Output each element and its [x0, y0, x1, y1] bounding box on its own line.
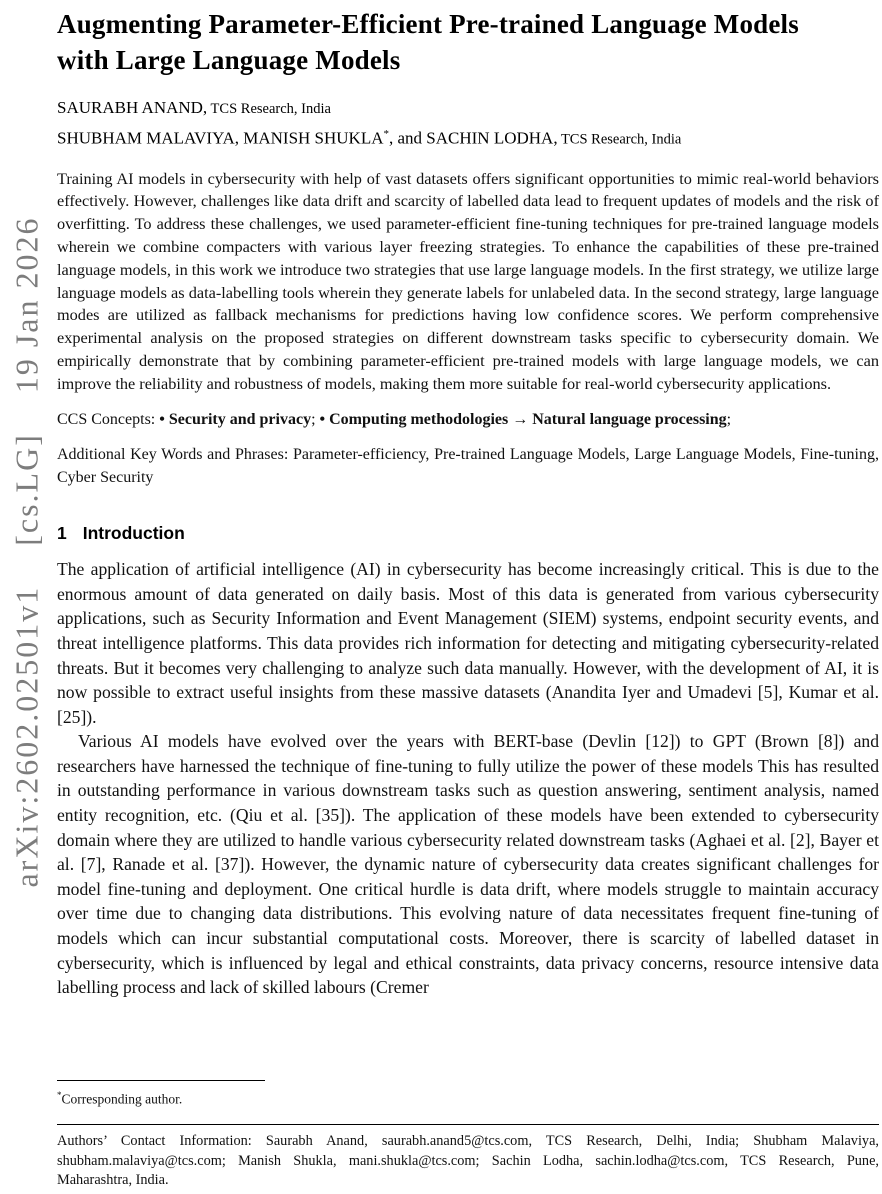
ccs-concept: Security and privacy — [168, 410, 312, 428]
intro-paragraph-1: The application of artificial intelligence (AI) in cybersecurity has become increasingly critical. This is due to the enormous amount of data generated on daily basis. Most of this data is generated from various cybersecurity applications, such as Security Information and Event Management (SIEM) systems, endpoint security events, and threat intelligence platforms. This data provides rich information for detecting and mitigating cybersecurity-related threats. But it becomes very challenging to analyze such data manually. However, with the development of AI, it is now possible to extract useful insights from these massive datasets (Anandita Iyer and Umadevi [5], Kumar et al. [25]). — [57, 559, 879, 727]
keywords-line — [57, 443, 879, 489]
arxiv-id-text: arXiv:2602.02501v1 — [8, 585, 45, 888]
corresponding-author-asterisk: * — [383, 128, 389, 140]
ccs-concepts-line — [57, 409, 879, 432]
author-names: SAURABH ANAND, — [57, 98, 208, 117]
contact-divider — [57, 1124, 879, 1125]
section-heading-introduction — [57, 523, 879, 544]
section-title: Introduction — [82, 523, 185, 544]
footnote-block — [57, 1080, 879, 1109]
footnote-divider — [57, 1080, 265, 1081]
ccs-bullet: • — [159, 410, 169, 428]
intro-paragraph-2: Various AI models have evolved over the years with BERT-base (Devlin [12]) to GPT (Brown [8]) and researchers have harnessed the technique of fine-tuning to fully utilize the power of these models This has resulted in outstanding performance in various downstream tasks such as question answering, sentiment analysis, named entity recognition, etc. (Qiu et al. [35]). The application of these models have been extended to cybersecurity domain where they are utilized to handle various cybersecurity related downstream tasks (Aghaei et al. [2], Bayer et al. [7], Ranade et al. [37]). However, the dynamic nature of cybersecurity data creates significant challenges for model fine-tuning and deployment. One critical hurdle is data drift, where models struggle to maintain accuracy over time due to changing data distributions. This evolving nature of data necessitates frequent fine-tuning of models which can incur substantial computational costs. Moreover, there is scarcity of labelled dataset in cybersecurity, which is influenced by legal and ethical constraints, data privacy concerns, resource intensive data labelling process and lack of skilled labours (Cremer — [57, 731, 879, 998]
author-affiliation: TCS Research, India — [557, 131, 682, 148]
author-names: , and SACHIN LODHA, — [389, 128, 558, 148]
footnote-marker: * — [57, 1090, 62, 1100]
author-line-1 — [57, 95, 879, 122]
arxiv-date-text: 19 Jan 2026 — [8, 216, 45, 394]
arxiv-stamp — [9, 216, 46, 887]
contact-info: Authors’ Contact Information: Saurabh Anand, saurabh.anand5@tcs.com, TCS Research, Delhi, India; Shubham Malaviya, shubham.malaviya@tcs.com; Manish Shukla, mani.shukla@tcs.com; Sachin Lodha, sachin.lodha@tcs.com, TCS Research, Pune, Maharashtra, India. — [57, 1133, 879, 1188]
keywords-text: Parameter-efficiency, Pre-trained Language Models, Large Language Models, Fine-tuning, Cyber Security — [57, 446, 879, 487]
ccs-separator: ; — [311, 410, 320, 428]
ccs-concept: Computing methodologies → Natural language processing — [329, 410, 727, 428]
author-block — [57, 95, 879, 153]
contact-block — [57, 1124, 879, 1191]
section-number: 1 — [57, 523, 67, 544]
paper-body — [57, 6, 879, 1000]
keywords-label: Additional Key Words and Phrases: — [57, 446, 293, 464]
author-line-2 — [57, 122, 879, 153]
ccs-label: CCS Concepts: — [57, 410, 160, 428]
paper-title: Augmenting Parameter-Efficient Pre-trained Language Models with Large Language Models — [57, 9, 799, 75]
abstract-text: Training AI models in cybersecurity with help of vast datasets offers significant opportunities to mimic real-world behaviors effectively. However, challenges like data drift and scarcity of labelled data lead to frequent updates of models and the risk of overfitting. To address these challenges, we used parameter-efficient fine-tuning techniques for pre-trained language models wherein we combine compacters with various layer freezing strategies. To enhance the capabilities of these pre-trained language models, in this work we introduce two strategies that use large language models. In the first strategy, we utilize large language models as data-labelling tools wherein they generate labels for unlabeled data. In the second strategy, large language modes are utilized as fallback mechanisms for predictions having low confidence scores. We perform comprehensive experimental analysis on the proposed strategies on different downstream tasks specific to cybersecurity domain. We empirically demonstrate that by combining parameter-efficient pre-trained models with large language models, we can improve the reliability and robustness of models, making them more suitable for real-world cybersecurity applications. — [57, 168, 879, 393]
ccs-terminator: ; — [726, 410, 732, 428]
author-names: SHUBHAM MALAVIYA, MANISH SHUKLA — [57, 128, 384, 148]
ccs-bullet: • — [319, 410, 330, 428]
arxiv-category-text: [cs.LG] — [8, 433, 45, 546]
footnote-text — [57, 1086, 879, 1109]
footnote-content: Corresponding author. — [61, 1091, 183, 1107]
author-affiliation: TCS Research, India — [207, 101, 331, 117]
